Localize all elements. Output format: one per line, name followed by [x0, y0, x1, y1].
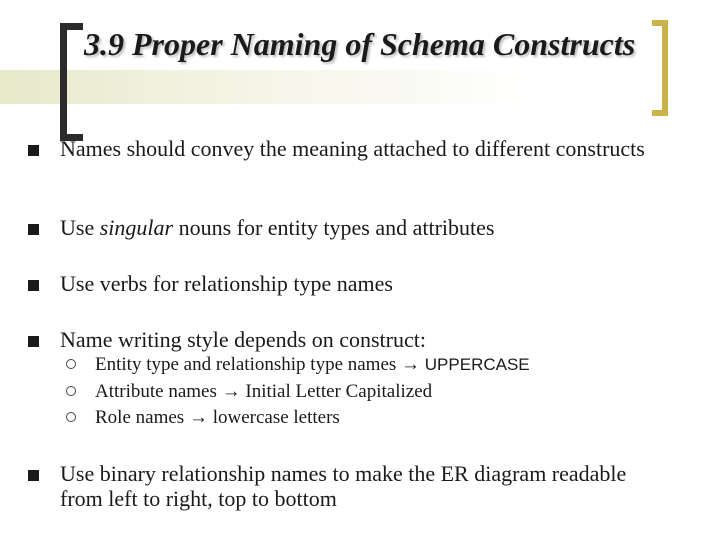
bullet-text: Use binary relationship names to make the ER diagram readable from left to right, top to bottom: [60, 461, 627, 511]
bullet-text: Name writing style depends on construct:: [60, 327, 426, 352]
sub-bullet-item: [66, 407, 626, 433]
square-bullet-icon: [28, 145, 39, 156]
sub-bullet-item: [66, 354, 626, 380]
sub-bullet-lead: Attribute names: [95, 381, 222, 402]
bullet-text-post: nouns for entity types and attributes: [173, 215, 495, 240]
sub-bullet-value: lowercase letters: [207, 407, 340, 428]
bullet-text-pre: Use: [60, 215, 100, 240]
right-arrow-icon: →: [401, 354, 421, 375]
bullet-text: Use verbs for relationship type names: [60, 271, 393, 296]
bullet-text: Names should convey the meaning attached to different constructs: [60, 136, 645, 161]
square-bullet-icon: [28, 280, 39, 291]
square-bullet-icon: [28, 224, 39, 235]
square-bullet-icon: [28, 336, 39, 347]
sub-bullet-text: [95, 407, 340, 429]
sub-bullet-value: UPPERCASE: [420, 355, 530, 374]
sub-bullet-lead: Role names: [95, 407, 189, 428]
circle-bullet-icon: [66, 412, 76, 422]
sub-bullet-lead: Entity type and relationship type names: [95, 354, 402, 375]
circle-bullet-icon: [66, 359, 76, 369]
bullet-text: [60, 215, 660, 240]
sub-bullet-text: [95, 381, 432, 403]
square-bullet-icon: [28, 470, 39, 481]
circle-bullet-icon: [66, 386, 76, 396]
right-arrow-icon: →: [221, 381, 241, 402]
sub-bullet-value: Initial Letter Capitalized: [240, 381, 433, 402]
bullet-text-emphasis: singular: [99, 215, 174, 240]
sub-bullet-text: [95, 354, 530, 376]
sub-bullet-item: [66, 381, 626, 407]
slide-title: 3.9 Proper Naming of Schema Constructs: [84, 26, 636, 62]
right-arrow-icon: →: [188, 407, 208, 428]
